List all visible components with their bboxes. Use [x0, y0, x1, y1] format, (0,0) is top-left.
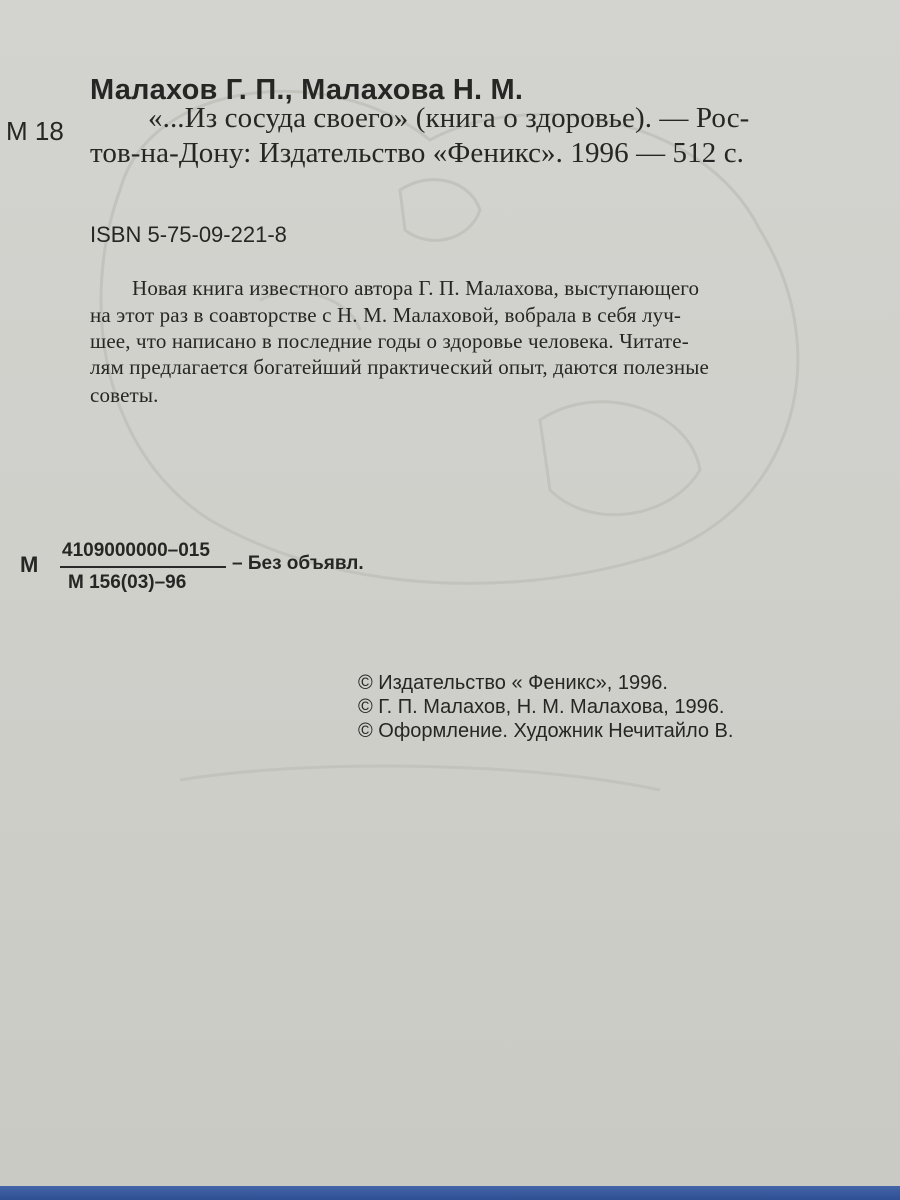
bbk-denominator: М 156(03)–96 — [68, 572, 187, 593]
isbn: ISBN 5-75-09-221-8 — [90, 222, 287, 247]
annotation-line: советы. — [90, 383, 159, 407]
annotation-line: на этот раз в соавторстве с Н. М. Малаховой, вобрала в себя луч- — [90, 303, 682, 327]
title-line-2: тов-на-Дону: Издательство «Феникс». 1996 — 512 с. — [90, 137, 745, 169]
annotation-line: шее, что написано в последние годы о здоровье человека. Читате- — [90, 329, 689, 353]
copyright-line: © Г. П. Малахов, Н. М. Малахова, 1996. — [358, 696, 725, 718]
bbk-numerator: 4109000000–015 — [62, 540, 210, 561]
annotation-line: лям предлагается богатейший практический опыт, даются полезные — [90, 355, 709, 379]
title-line-1: «...Из сосуда своего» (книга о здоровье). — Рос- — [148, 102, 750, 134]
copyright-line: © Издательство « Феникс», 1996. — [358, 672, 668, 694]
annotation-line: Новая книга известного автора Г. П. Малахова, выступающего — [132, 276, 700, 300]
class-code: М 18 — [6, 116, 64, 146]
blue-cover-edge — [0, 1186, 900, 1200]
bbk-letter: М — [20, 552, 39, 577]
copyright-line: © Оформление. Художник Нечитайло В. — [358, 720, 734, 742]
bbk-note: – Без объявл. — [232, 553, 364, 574]
authors-heading: Малахов Г. П., Малахова Н. М. — [90, 74, 524, 106]
fraction-bar — [60, 566, 226, 568]
